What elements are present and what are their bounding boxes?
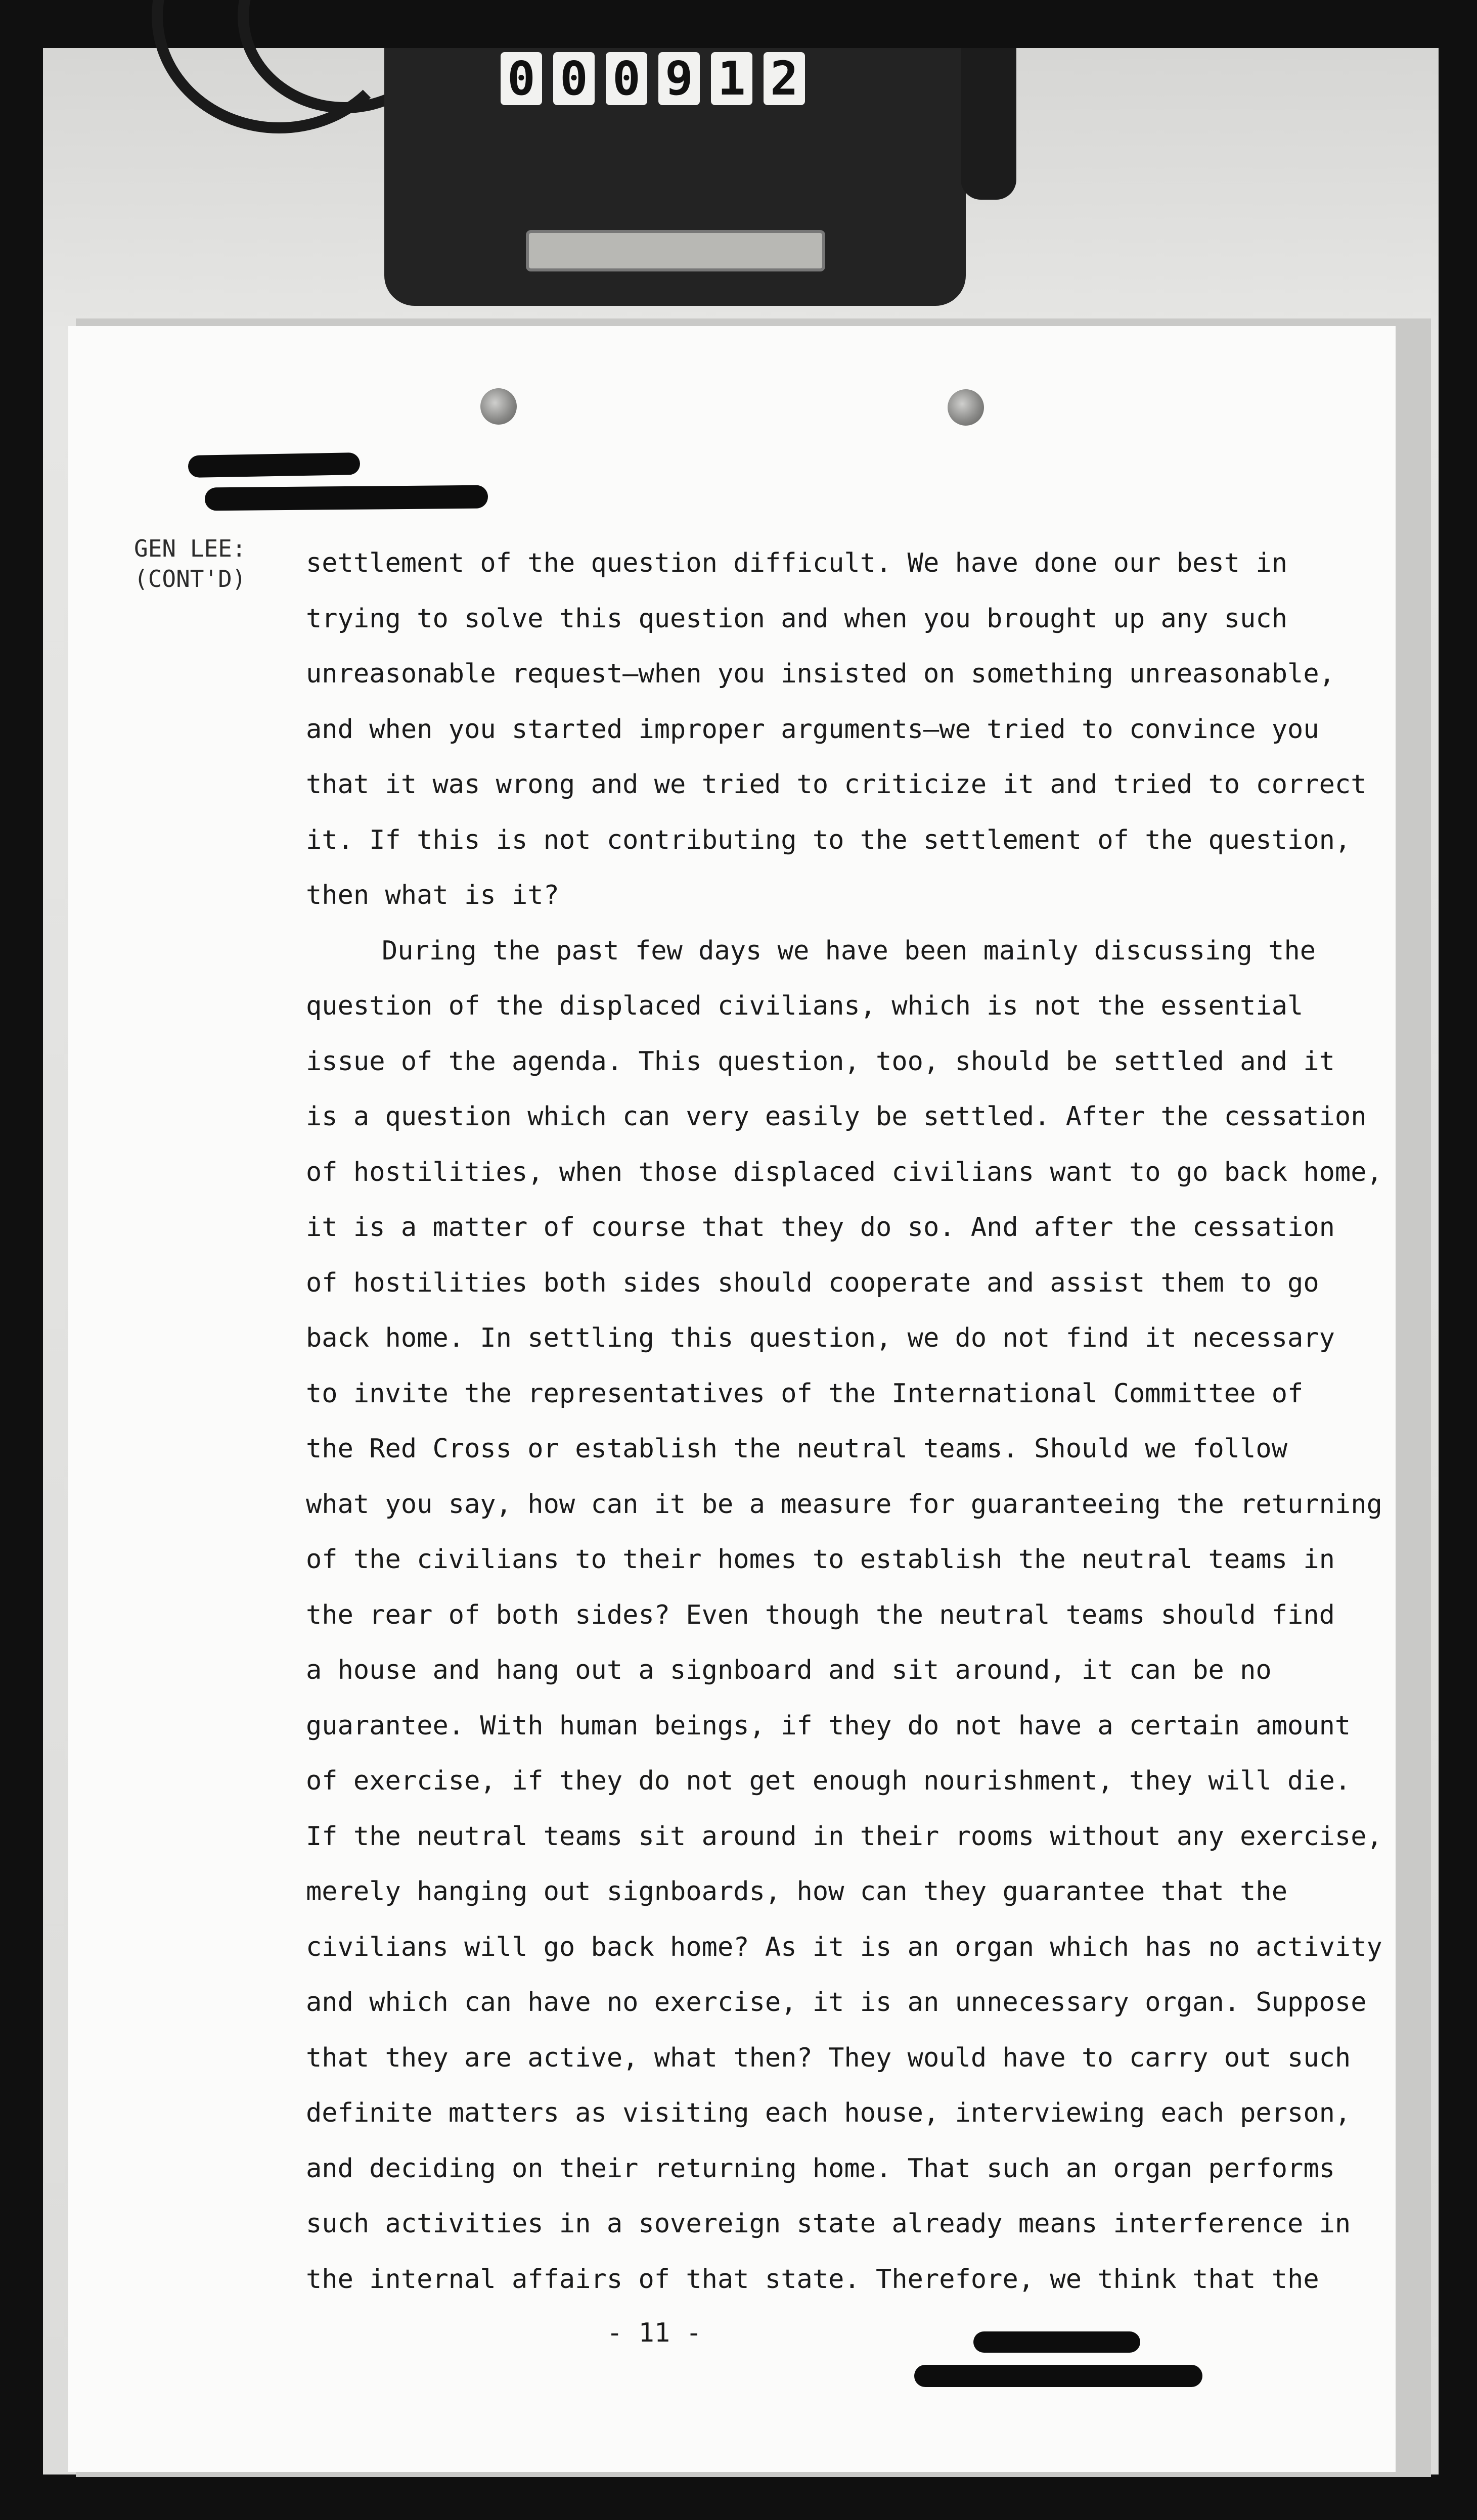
text-line: definite matters as visiting each house, interviewing each person, [306, 2098, 1351, 2128]
text-line: civilians will go back home? As it is an organ which has no activity [306, 1932, 1382, 1962]
text-line: the internal affairs of that state. Therefore, we think that the [306, 2264, 1319, 2295]
counter-label-plate [526, 230, 825, 271]
text-line: what you say, how can it be a measure for guaranteeing the returning [306, 1489, 1382, 1520]
speaker-continued: (CONT'D) [134, 565, 246, 592]
text-line: unreasonable request—when you insisted on something unreasonable, [306, 659, 1335, 689]
text-line: of hostilities, when those displaced civilians want to go back home, [306, 1157, 1382, 1187]
counter-digit: 0 [553, 52, 595, 105]
counter-digit: 0 [606, 52, 647, 105]
counter-digit: 0 [501, 52, 542, 105]
counter-digit: 2 [764, 52, 805, 105]
page-number: - 11 - [607, 2318, 702, 2348]
transcript-body [306, 536, 1382, 2307]
text-line: merely hanging out signboards, how can they guarantee that the [306, 1876, 1288, 1907]
text-line: is a question which can very easily be settled. After the cessation [306, 1102, 1367, 1132]
text-line: of hostilities both sides should cooperate and assist them to go [306, 1267, 1319, 1298]
text-line: the rear of both sides? Even though the neutral teams should find [306, 1599, 1335, 1630]
text-line: and deciding on their returning home. That such an organ performs [306, 2153, 1335, 2184]
text-line: issue of the agenda. This question, too, should be settled and it [306, 1046, 1335, 1077]
punch-hole-right [948, 389, 984, 426]
counter-knob [961, 48, 1016, 200]
text-line: to invite the representatives of the International Committee of [306, 1378, 1304, 1409]
counter-digit: 1 [711, 52, 752, 105]
text-line: it. If this is not contributing to the settlement of the question, [306, 824, 1351, 855]
text-line: guarantee. With human beings, if they do not have a certain amount [306, 1710, 1351, 1741]
text-line: If the neutral teams sit around in their rooms without any exercise, [306, 1821, 1382, 1852]
text-line: and when you started improper arguments—we tried to convince you [306, 714, 1319, 745]
text-line: back home. In settling this question, we do not find it necessary [306, 1323, 1335, 1353]
redaction-mark-top-2 [205, 485, 488, 511]
redaction-mark-top-1 [188, 452, 361, 478]
text-line: of the civilians to their homes to establish the neutral teams in [306, 1544, 1335, 1575]
text-line: and which can have no exercise, it is an unnecessary organ. Suppose [306, 1987, 1367, 2018]
frame-counter-device [384, 48, 966, 306]
text-line: question of the displaced civilians, which is not the essential [306, 991, 1304, 1021]
text-line: a house and hang out a signboard and sit around, it can be no [306, 1655, 1272, 1685]
text-line: it is a matter of course that they do so. And after the cessation [306, 1212, 1335, 1243]
text-line: such activities in a sovereign state already means interference in [306, 2209, 1351, 2239]
speaker-label [134, 533, 286, 594]
text-line: that they are active, what then? They would have to carry out such [306, 2042, 1351, 2073]
frame-counter-digits [501, 52, 805, 105]
text-line: of exercise, if they do not get enough nourishment, they will die. [306, 1766, 1351, 1796]
punch-hole-left [480, 388, 517, 425]
text-line: that it was wrong and we tried to criticize it and tried to correct [306, 769, 1367, 800]
text-line: settlement of the question difficult. We have done our best in [306, 548, 1288, 578]
counter-digit: 9 [658, 52, 700, 105]
text-line-paragraph-start: During the past few days we have been mainly discussing the [382, 935, 1316, 966]
redaction-mark-bottom-1 [973, 2331, 1140, 2353]
speaker-name: GEN LEE: [134, 535, 246, 562]
redaction-mark-bottom-2 [914, 2365, 1202, 2387]
text-line: then what is it? [306, 880, 559, 910]
text-line: the Red Cross or establish the neutral teams. Should we follow [306, 1434, 1288, 1464]
text-line: trying to solve this question and when you brought up any such [306, 603, 1288, 634]
